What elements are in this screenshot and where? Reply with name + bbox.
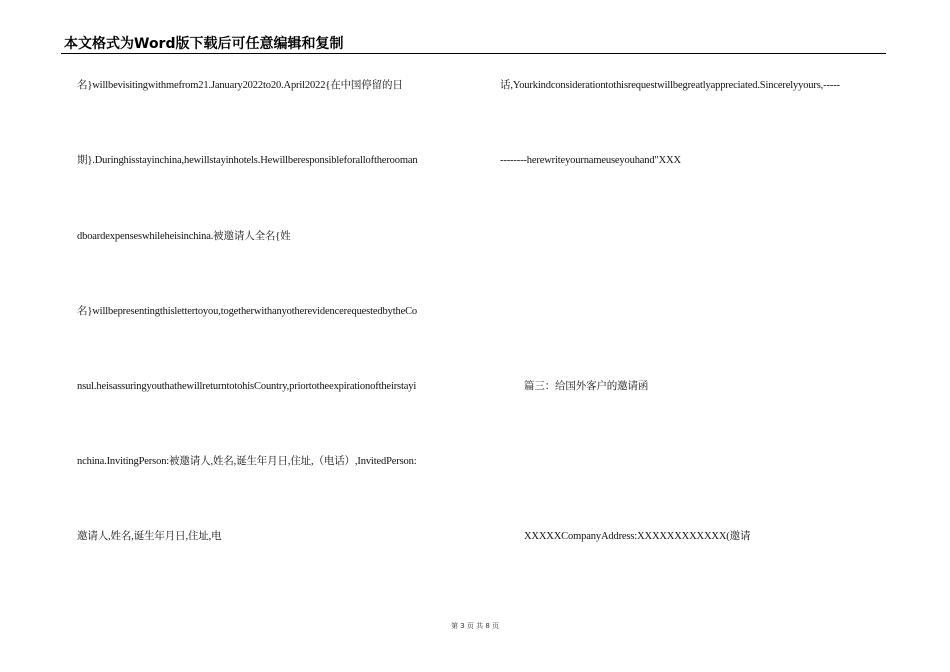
text-line: 期}.Duringhisstayinchina,hewillstayinhotels.Hewillberesponsibleforalloftherooman bbox=[77, 155, 418, 166]
text-line: 话,Yourkindconsiderationtothisrequestwillbegreatlyappreciated.Sincerelyyours,----- bbox=[500, 80, 840, 91]
text-line: nchina.InvitingPerson:被邀请人,姓名,诞生年月日,住址,（电话）,InvitedPerson: bbox=[77, 456, 417, 467]
section-heading: 篇三：给国外客户的邀请函 bbox=[524, 381, 649, 392]
header-divider bbox=[61, 53, 886, 54]
page-number-footer: 第 3 页 共 8 页 bbox=[450, 622, 500, 630]
text-line: nsul.heisassuringyouthathewillreturntotohisCountry,priortotheexpirationoftheirstayi bbox=[77, 381, 417, 392]
text-line: XXXXXCompanyAddress:XXXXXXXXXXXX(邀请 bbox=[524, 531, 751, 542]
text-line: 名}willbevisitingwithmefrom21.January2022to20.April2022{在中国停留的日 bbox=[77, 80, 403, 91]
text-line: 名}willbepresentingthislettertoyou,togetherwithanyotherevidencerequestedbytheCo bbox=[77, 306, 418, 317]
text-line: 邀请人,姓名,诞生年月日,住址,电 bbox=[77, 531, 222, 542]
text-line: dboardexpenseswhileheisinchina.被邀请人全名{姓 bbox=[77, 231, 291, 242]
document-header-title: 本文格式为Word版下载后可任意编辑和复制 bbox=[64, 36, 344, 52]
text-line: --------herewriteyournameuseyouhand"XXX bbox=[500, 155, 681, 166]
